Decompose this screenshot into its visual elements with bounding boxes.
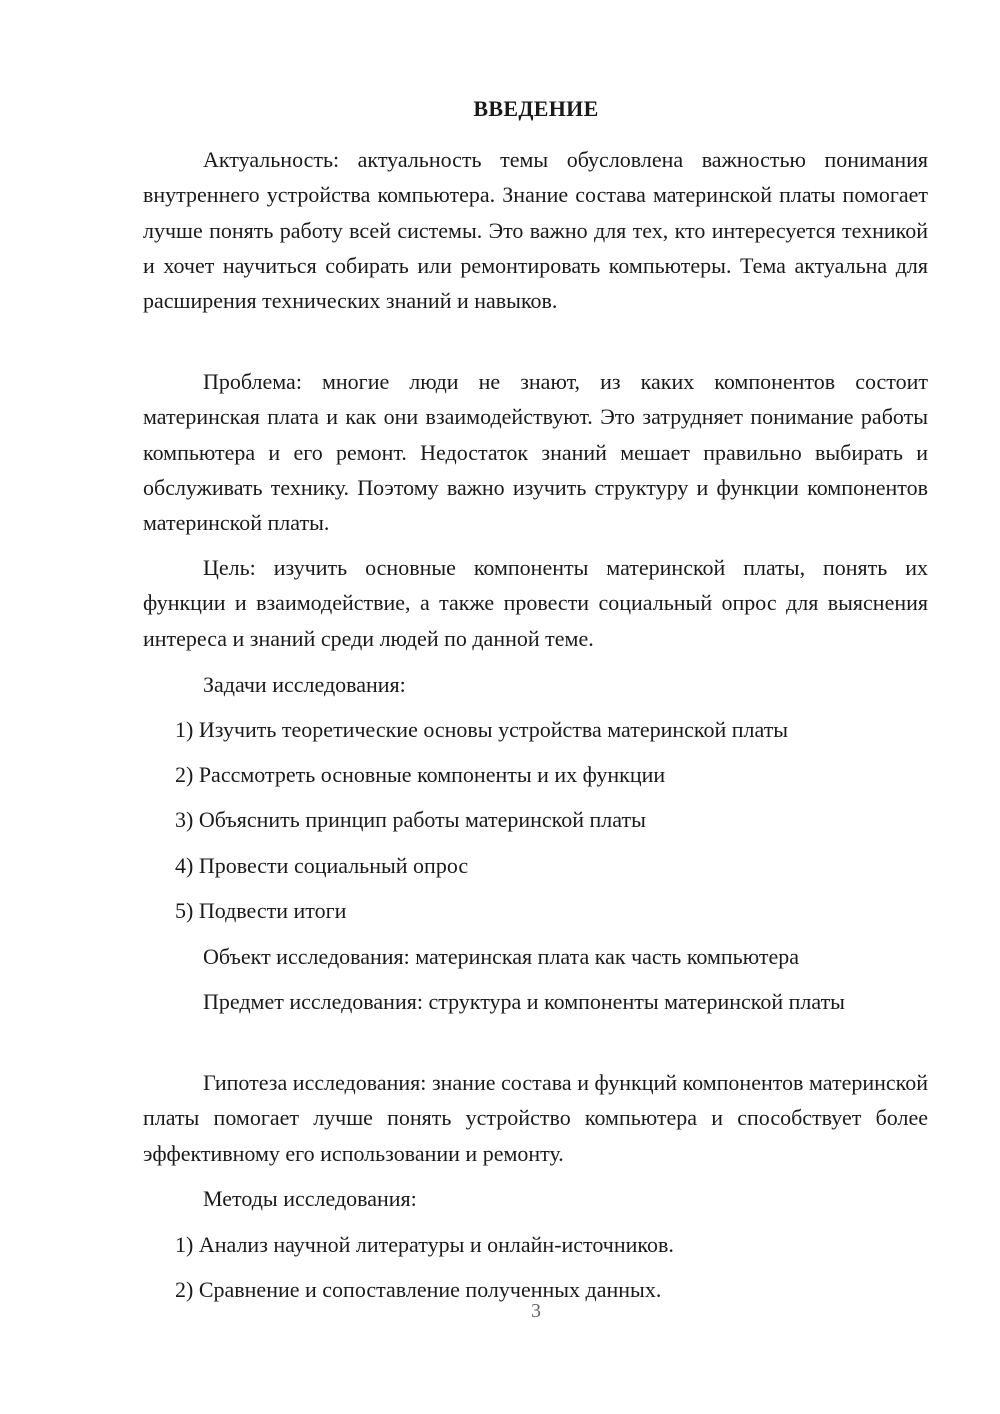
goal-paragraph: Цель: изучить основные компоненты материнской платы, понять их функции и взаимодействие, а также провести социальный опрос для выяснения интереса и знаний среди людей по данной теме. bbox=[143, 555, 928, 651]
relevance-paragraph: Актуальность: актуальность темы обусловлена важностью понимания внутреннего устройства компьютера. Знание состава материнской платы помогает лучше понять работу всей системы. Это важно для тех, кто интересуется техникой и хочет научиться собирать или ремонтировать компьютеры. Тема актуальна для расширения технических знаний и навыков. bbox=[143, 147, 928, 314]
methods-heading: Методы исследования: bbox=[203, 1186, 417, 1211]
task-item-1: 1) Изучить теоретические основы устройства материнской платы bbox=[175, 717, 789, 742]
page-title: ВВЕДЕНИЕ bbox=[473, 96, 599, 121]
problem-paragraph: Проблема: многие люди не знают, из каких компонентов состоит материнская плата и как они взаимодействуют. Это затрудняет понимание работы компьютера и его ремонт. Недостаток знаний мешает правильно выбирать и обслуживать технику. Поэтому важно изучить структуру и функции компонентов материнской платы. bbox=[143, 369, 928, 536]
tasks-heading: Задачи исследования: bbox=[203, 672, 406, 697]
task-item-4: 4) Провести социальный опрос bbox=[175, 853, 469, 878]
method-item-1: 1) Анализ научной литературы и онлайн-источников. bbox=[175, 1232, 674, 1257]
method-item-2: 2) Сравнение и сопоставление полученных данных. bbox=[175, 1277, 662, 1302]
page-number: 3 bbox=[531, 1300, 541, 1322]
object-paragraph: Объект исследования: материнская плата как часть компьютера bbox=[203, 944, 799, 969]
task-item-3: 3) Объяснить принцип работы материнской платы bbox=[175, 807, 646, 832]
subject-paragraph: Предмет исследования: структура и компоненты материнской платы bbox=[203, 989, 845, 1014]
task-item-2: 2) Рассмотреть основные компоненты и их функции bbox=[175, 762, 666, 787]
task-item-5: 5) Подвести итоги bbox=[175, 898, 347, 923]
hypothesis-paragraph: Гипотеза исследования: знание состава и функций компонентов материнской платы помогает лучше понять устройство компьютера и способствует более эффективному его использовании и ремонту. bbox=[143, 1070, 928, 1166]
